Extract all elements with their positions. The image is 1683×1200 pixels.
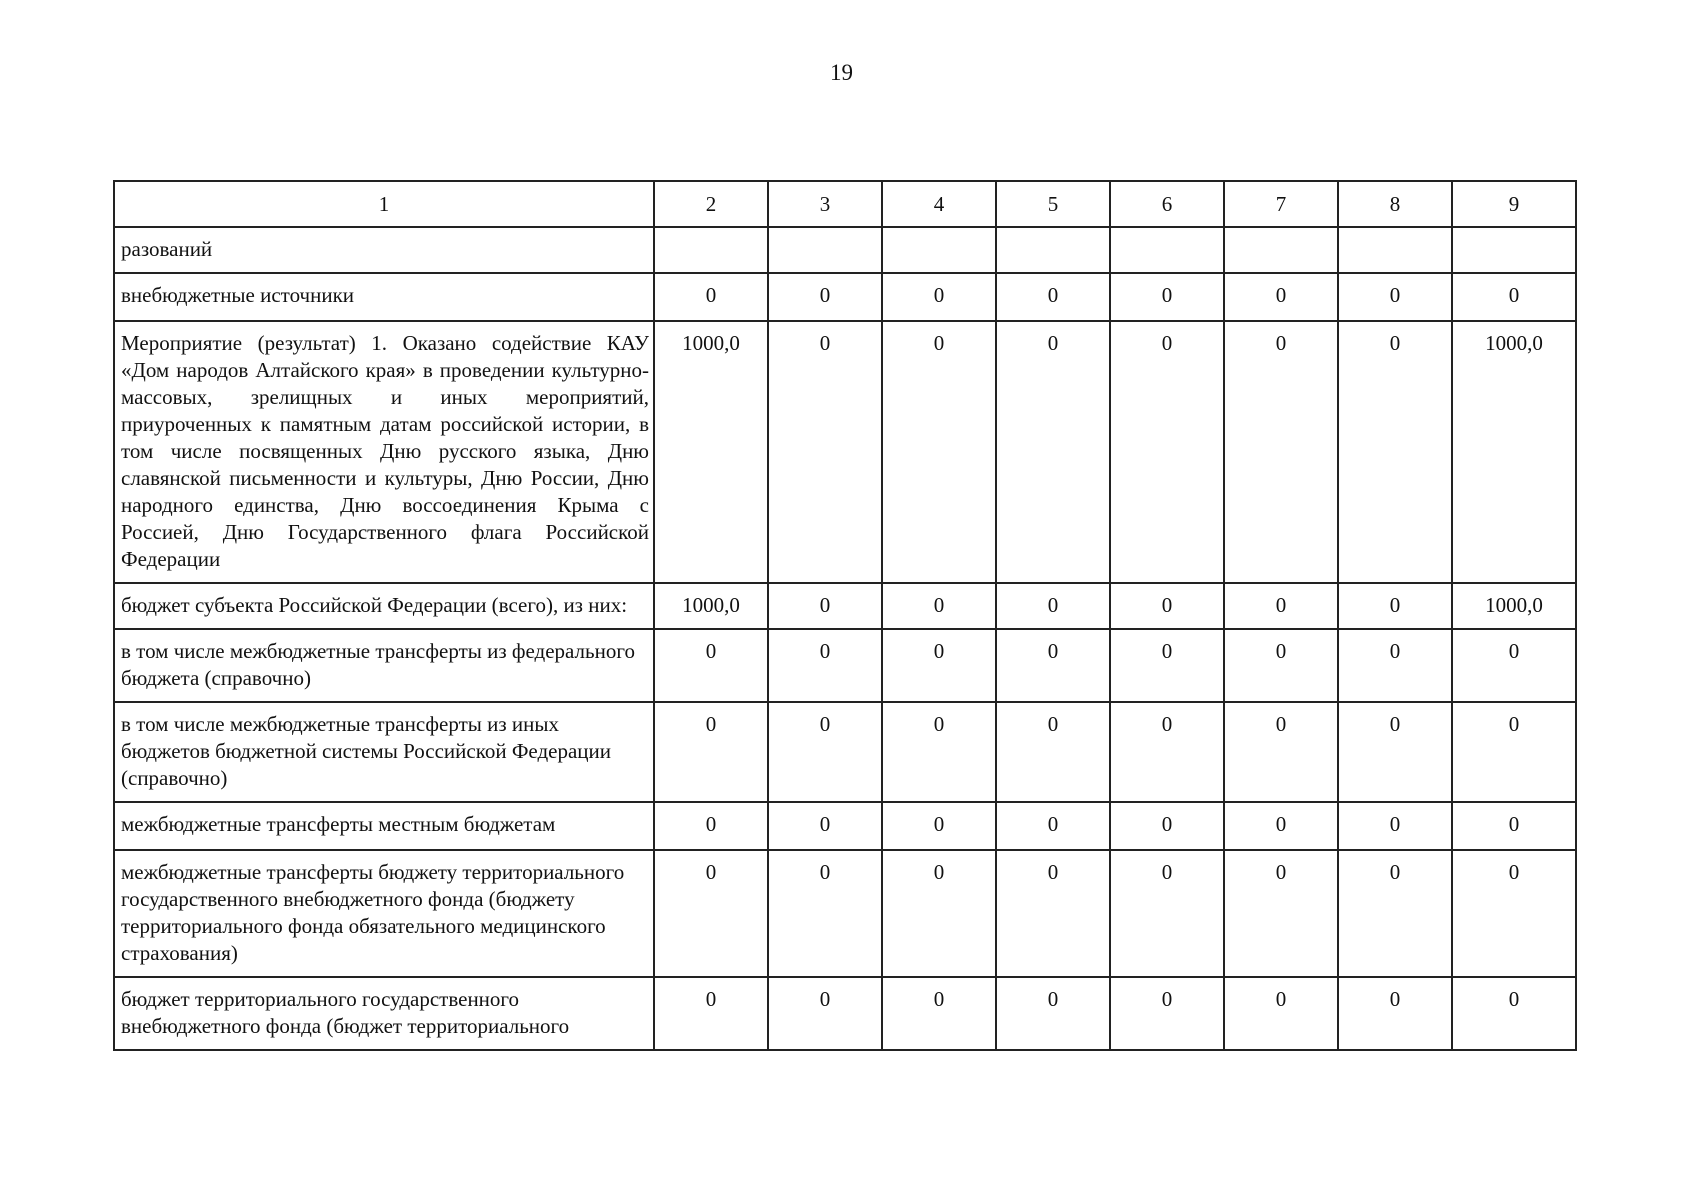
table-cell: 0 (882, 629, 996, 702)
table-cell: 0 (1338, 702, 1452, 802)
row-label: в том числе межбюджетные трансферты из федерального бюджета (справочно) (114, 629, 654, 702)
table-cell: 0 (882, 321, 996, 583)
column-header: 1 (114, 181, 654, 227)
table-cell: 0 (882, 850, 996, 977)
row-label: межбюджетные трансферты местным бюджетам (114, 802, 654, 850)
table-cell: 0 (1224, 273, 1338, 321)
table-cell: 0 (996, 802, 1110, 850)
table-row (114, 227, 1576, 273)
row-label: в том числе межбюджетные трансферты из иных бюджетов бюджетной системы Российской Федерации (справочно) (114, 702, 654, 802)
budget-table (113, 180, 1577, 1051)
table-cell: 0 (1452, 273, 1576, 321)
table-cell: 0 (654, 629, 768, 702)
table-cell (1452, 227, 1576, 273)
table-cell: 0 (882, 802, 996, 850)
table-cell: 0 (1338, 629, 1452, 702)
table-cell: 0 (768, 321, 882, 583)
column-header: 9 (1452, 181, 1576, 227)
table-cell (768, 227, 882, 273)
table-cell (654, 227, 768, 273)
table-cell: 0 (654, 977, 768, 1050)
table-cell: 0 (1338, 321, 1452, 583)
table-cell: 0 (996, 583, 1110, 629)
table-cell: 0 (1452, 802, 1576, 850)
table-row (114, 850, 1576, 977)
table-cell: 0 (768, 583, 882, 629)
table-cell: 0 (996, 702, 1110, 802)
table-cell: 0 (882, 273, 996, 321)
table-row (114, 977, 1576, 1050)
table-cell: 0 (654, 702, 768, 802)
table-cell (1224, 227, 1338, 273)
table-cell: 0 (1338, 977, 1452, 1050)
table-cell: 0 (1224, 629, 1338, 702)
table-cell (1338, 227, 1452, 273)
column-header: 7 (1224, 181, 1338, 227)
table-cell: 0 (1452, 850, 1576, 977)
table-cell: 0 (1110, 273, 1224, 321)
table-cell: 0 (1110, 629, 1224, 702)
table-cell: 0 (1110, 321, 1224, 583)
column-header: 3 (768, 181, 882, 227)
row-label: бюджет территориального государственного внебюджетного фонда (бюджет территориального (114, 977, 654, 1050)
table-cell: 0 (996, 273, 1110, 321)
table-cell (996, 227, 1110, 273)
table-cell: 0 (654, 802, 768, 850)
table-cell: 0 (768, 850, 882, 977)
table-cell: 0 (996, 850, 1110, 977)
table-cell: 0 (882, 702, 996, 802)
table-cell: 1000,0 (654, 321, 768, 583)
column-header: 8 (1338, 181, 1452, 227)
table-cell: 0 (1224, 802, 1338, 850)
table-cell: 0 (882, 583, 996, 629)
table-cell: 0 (1452, 977, 1576, 1050)
table-cell: 0 (1110, 802, 1224, 850)
table-cell: 0 (1224, 321, 1338, 583)
column-header: 6 (1110, 181, 1224, 227)
table-cell: 0 (996, 321, 1110, 583)
table-cell: 0 (768, 977, 882, 1050)
row-label: внебюджетные источники (114, 273, 654, 321)
table-cell: 1000,0 (1452, 321, 1576, 583)
table-cell: 0 (1110, 583, 1224, 629)
table-cell: 0 (1452, 702, 1576, 802)
table-cell: 0 (654, 273, 768, 321)
table-cell: 0 (654, 850, 768, 977)
table-cell: 0 (1224, 583, 1338, 629)
column-header: 4 (882, 181, 996, 227)
table-cell: 0 (1338, 802, 1452, 850)
table-cell: 0 (1110, 977, 1224, 1050)
table-cell: 0 (1452, 629, 1576, 702)
table-cell: 0 (996, 977, 1110, 1050)
table-cell: 0 (768, 802, 882, 850)
table-cell (1110, 227, 1224, 273)
table-cell: 0 (1224, 977, 1338, 1050)
table-cell: 0 (768, 273, 882, 321)
table-cell: 0 (1338, 273, 1452, 321)
table-cell (882, 227, 996, 273)
row-label: бюджет субъекта Российской Федерации (всего), из них: (114, 583, 654, 629)
column-header: 5 (996, 181, 1110, 227)
table-row (114, 802, 1576, 850)
table-row (114, 321, 1576, 583)
table-cell: 0 (996, 629, 1110, 702)
table-cell: 0 (768, 629, 882, 702)
table-header-row (114, 181, 1576, 227)
row-label: разований (114, 227, 654, 273)
table-row (114, 273, 1576, 321)
table-row (114, 629, 1576, 702)
table-row (114, 583, 1576, 629)
table-cell: 1000,0 (1452, 583, 1576, 629)
table-cell: 0 (1110, 850, 1224, 977)
table-cell: 0 (1338, 583, 1452, 629)
table-cell: 0 (1338, 850, 1452, 977)
table-cell: 0 (768, 702, 882, 802)
table-cell: 0 (1224, 850, 1338, 977)
page-number: 19 (830, 60, 853, 85)
row-label: Мероприятие (результат) 1. Оказано содействие КАУ «Дом народов Алтайского края» в проведении культурно-массовых, зрелищных и иных мероприятий, приуроченных к памятным датам российской истории, в том числе посвященных Дню русского языка, Дню славянской письменности и культуры, Дню России, Дню народного единства, Дню воссоединения Крыма с Россией, Дню Государственного флага Российской Федерации (114, 321, 654, 583)
table-cell: 0 (1224, 702, 1338, 802)
table-row (114, 702, 1576, 802)
row-label: межбюджетные трансферты бюджету территориального государственного внебюджетного фонда (бюджету территориального фонда обязательного медицинского страхования) (114, 850, 654, 977)
column-header: 2 (654, 181, 768, 227)
table-cell: 0 (1110, 702, 1224, 802)
table-cell: 0 (882, 977, 996, 1050)
table-cell: 1000,0 (654, 583, 768, 629)
